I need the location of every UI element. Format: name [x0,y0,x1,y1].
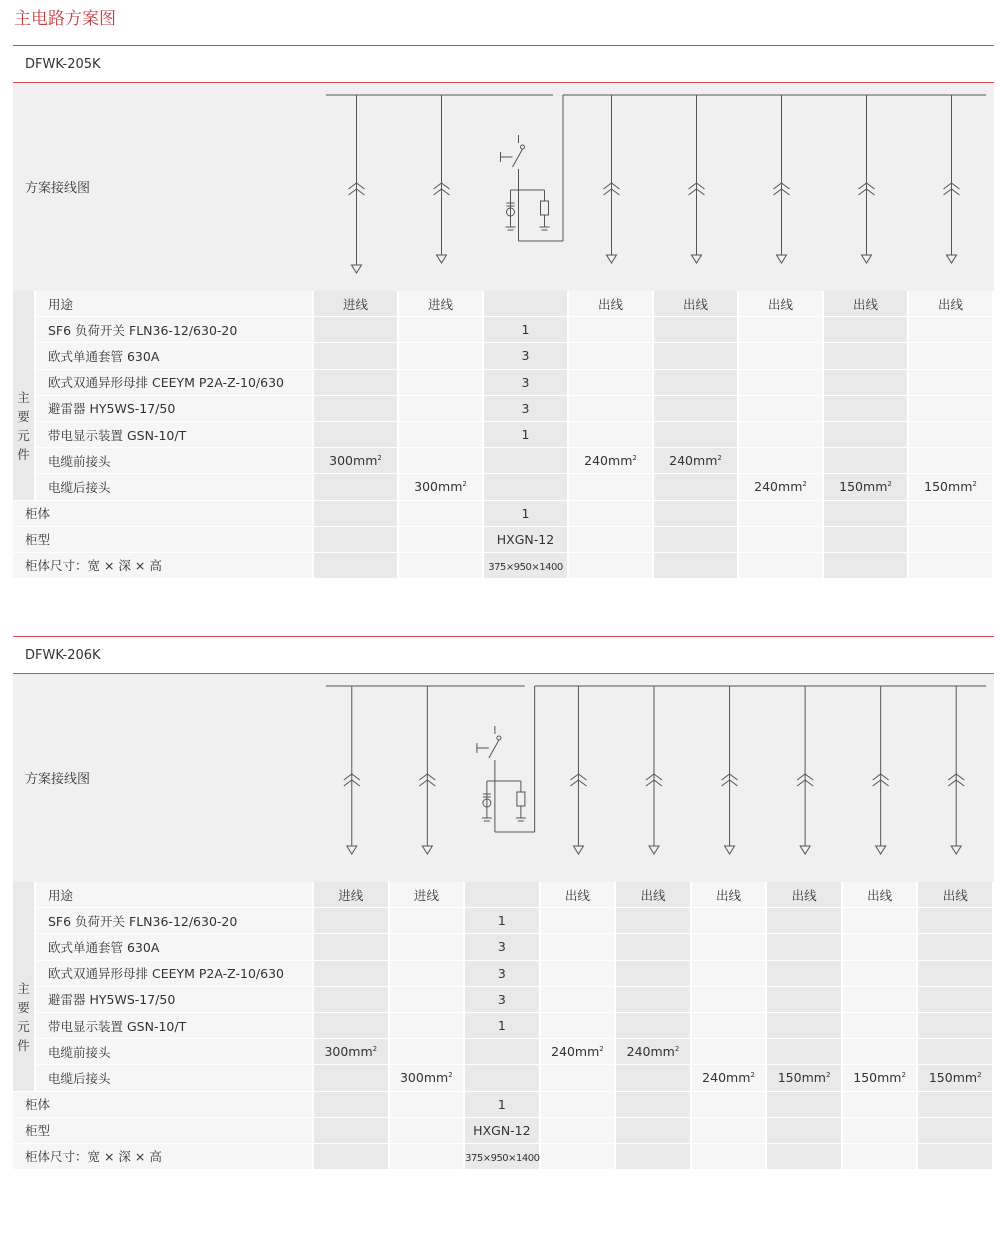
table-cell [909,448,994,474]
table-cell [314,987,390,1013]
table-cell [616,987,692,1013]
table-row [13,1092,994,1118]
table-cell [541,908,617,934]
table-cell [314,908,390,934]
component-table [13,882,994,1170]
row-label: 电缆后接头 [36,474,314,500]
table-cell [541,1144,617,1170]
table-cell [314,501,399,527]
table-cell [843,1092,919,1118]
row-label: 欧式双通异形母排 CEEYM P2A-Z-10/630 [36,370,314,396]
table-row [13,501,994,527]
wiring-diagram [314,674,994,882]
table-cell: $240mm^2$ [739,474,824,500]
table-cell: 出线 [569,291,654,317]
table-cell [909,422,994,448]
table-cell: $150mm^2$ [918,1065,994,1091]
wiring-diagram-row [13,83,994,291]
table-cell [918,987,994,1013]
table-cell [918,934,994,960]
table-cell: 3 [484,343,569,369]
table-cell [909,501,994,527]
switch-blade [489,740,499,758]
table-cell [390,1039,466,1065]
table-cell [484,474,569,500]
table-cell [909,527,994,553]
group-label [13,291,36,501]
table-row [13,527,994,553]
row-label: SF6 负荷开关 FLN36-12/630-20 [36,908,314,934]
table-cell [767,934,843,960]
table-cell [399,396,484,422]
row-label: 欧式单通套管 630A [36,343,314,369]
table-cell [824,370,909,396]
table-cell [616,1065,692,1091]
table-cell: $150mm^2$ [767,1065,843,1091]
group-char: 元 [17,1019,30,1035]
table-cell: 1 [465,1013,541,1039]
cable-end-icon [862,255,872,263]
table-cell: 3 [484,370,569,396]
table-cell [739,396,824,422]
model-header [13,45,994,83]
table-cell: 1 [465,908,541,934]
table-cell [390,1092,466,1118]
row-label: 用途 [36,882,314,908]
row-label: 柜型 [13,1118,314,1144]
table-cell: 1 [484,501,569,527]
table-cell: HXGN-12 [465,1118,541,1144]
cable-end-icon [692,255,702,263]
row-label: 柜型 [13,527,314,553]
table-row [13,961,994,987]
table-cell [843,1144,919,1170]
table-row [13,882,994,908]
row-label: 用途 [36,291,314,317]
table-cell [767,1118,843,1144]
table-cell [569,527,654,553]
table-cell [314,474,399,500]
table-cell [314,396,399,422]
table-cell [569,501,654,527]
table-cell [909,553,994,579]
cable-end-icon [347,846,357,854]
table-cell [390,934,466,960]
table-cell [909,317,994,343]
table-cell [824,317,909,343]
table-row [13,934,994,960]
table-cell [843,908,919,934]
table-cell [390,987,466,1013]
cable-end-icon [947,255,957,263]
table-cell [484,448,569,474]
table-cell [918,1092,994,1118]
table-cell [465,1065,541,1091]
group-char: 要 [17,409,30,425]
table-cell [918,1118,994,1144]
table-cell: $240mm^2$ [569,448,654,474]
table-cell [390,961,466,987]
model-name: DFWK-205K [25,57,101,72]
table-row [13,553,994,579]
table-cell: $150mm^2$ [824,474,909,500]
table-cell: 1 [484,422,569,448]
table-cell: 3 [465,934,541,960]
wiring-diagram-svg [314,83,994,291]
table-cell [314,370,399,396]
table-cell [616,934,692,960]
cable-end-icon [876,846,886,854]
diagram-label: 方案接线图 [25,772,91,787]
table-row [13,1144,994,1170]
table-cell [465,1039,541,1065]
table-cell [692,1118,768,1144]
table-cell: $300mm^2$ [314,448,399,474]
table-cell [824,448,909,474]
wiring-diagram [314,83,994,291]
table-cell [314,1013,390,1039]
component-table [13,291,994,579]
table-cell [314,343,399,369]
row-label: 柜体尺寸：宽 × 深 × 高 [13,553,314,579]
table-cell [739,370,824,396]
table-cell [654,527,739,553]
table-cell [399,448,484,474]
table-row [13,1013,994,1039]
table-cell: 出线 [824,291,909,317]
table-cell [399,553,484,579]
table-row [13,291,994,317]
row-label: 柜体尺寸：宽 × 深 × 高 [13,1144,314,1170]
table-row [13,370,994,396]
table-cell [824,422,909,448]
table-cell [739,553,824,579]
row-label: 避雷器 HY5WS-17/50 [36,396,314,422]
table-cell [692,961,768,987]
table-cell [569,553,654,579]
table-cell [314,1065,390,1091]
table-cell [692,1092,768,1118]
table-cell: 3 [465,961,541,987]
table-cell [541,934,617,960]
table-cell [399,317,484,343]
table-row [13,422,994,448]
table-cell [692,1039,768,1065]
table-cell [314,317,399,343]
table-cell [541,1065,617,1091]
cable-end-icon [573,846,583,854]
table-row [13,1065,994,1091]
table-cell [390,908,466,934]
table-cell [314,422,399,448]
model-header [13,636,994,674]
table-cell [843,934,919,960]
table-cell [314,1118,390,1144]
table-cell [616,961,692,987]
table-cell [692,908,768,934]
table-cell [767,987,843,1013]
table-cell [541,961,617,987]
table-cell [390,1144,466,1170]
table-cell: 出线 [541,882,617,908]
table-cell: 出线 [616,882,692,908]
group-char: 主 [17,981,30,997]
table-cell: 进线 [314,291,399,317]
table-cell [767,1092,843,1118]
table-cell [314,553,399,579]
row-label: SF6 负荷开关 FLN36-12/630-20 [36,317,314,343]
table-cell [654,317,739,343]
table-cell [739,343,824,369]
table-cell: 进线 [390,882,466,908]
table-cell [569,343,654,369]
table-cell: $300mm^2$ [390,1065,466,1091]
switch-contact-icon [497,736,501,740]
table-cell: $240mm^2$ [616,1039,692,1065]
surge-arrester-icon [541,201,549,215]
table-cell [909,343,994,369]
model-name: DFWK-206K [25,648,101,663]
table-cell [918,961,994,987]
table-cell [616,1118,692,1144]
table-cell [399,343,484,369]
table-cell [824,527,909,553]
table-cell [767,961,843,987]
table-cell [739,527,824,553]
table-cell: $300mm^2$ [314,1039,390,1065]
table-cell [399,370,484,396]
table-cell [399,501,484,527]
group-char: 件 [17,1038,30,1054]
table-row [13,1039,994,1065]
table-cell [824,343,909,369]
table-cell [541,1092,617,1118]
table-row [13,1118,994,1144]
table-cell: $150mm^2$ [909,474,994,500]
wiring-diagram-svg [314,674,994,882]
table-row [13,448,994,474]
table-cell [654,370,739,396]
table-cell: $150mm^2$ [843,1065,919,1091]
table-cell: $240mm^2$ [692,1065,768,1091]
table-cell [918,908,994,934]
table-cell: 出线 [918,882,994,908]
table-cell [314,961,390,987]
table-cell [616,1013,692,1039]
table-cell [616,908,692,934]
diagram-label: 方案接线图 [25,181,91,196]
cable-end-icon [951,846,961,854]
table-cell [314,934,390,960]
table-cell [654,343,739,369]
table-cell [654,422,739,448]
table-row [13,908,994,934]
group-char: 元 [17,428,30,444]
table-cell: 出线 [739,291,824,317]
row-label: 避雷器 HY5WS-17/50 [36,987,314,1013]
table-cell [692,1013,768,1039]
table-cell [767,1144,843,1170]
table-cell [739,448,824,474]
table-cell: $300mm^2$ [399,474,484,500]
table-cell: 3 [465,987,541,1013]
group-char: 件 [17,447,30,463]
table-cell [569,474,654,500]
cable-end-icon [437,255,447,263]
page-title: 主电路方案图 [14,9,116,29]
table-cell [654,501,739,527]
switch-blade [513,149,523,167]
table-cell: $240mm^2$ [541,1039,617,1065]
table-cell: 进线 [314,882,390,908]
table-cell [399,527,484,553]
cable-end-icon [422,846,432,854]
table-cell [314,1092,390,1118]
table-cell: HXGN-12 [484,527,569,553]
table-cell [824,553,909,579]
row-label: 带电显示装置 GSN-10/T [36,1013,314,1039]
table-cell [909,396,994,422]
table-row [13,343,994,369]
table-cell [654,474,739,500]
table-cell [654,396,739,422]
table-cell [918,1039,994,1065]
row-label: 电缆前接头 [36,1039,314,1065]
table-cell: 375×950×1400 [465,1144,541,1170]
table-cell [918,1144,994,1170]
group-label [13,882,36,1092]
scheme-block-dfwk-205k [13,45,994,579]
table-cell: 出线 [692,882,768,908]
table-cell [465,882,541,908]
table-cell: 进线 [399,291,484,317]
table-cell [390,1118,466,1144]
table-row [13,396,994,422]
table-cell: 3 [484,396,569,422]
table-cell [739,317,824,343]
table-cell [918,1013,994,1039]
table-cell [616,1092,692,1118]
table-cell: 1 [465,1092,541,1118]
table-cell [739,501,824,527]
table-cell [390,1013,466,1039]
table-row [13,317,994,343]
table-cell [569,422,654,448]
table-cell [824,396,909,422]
table-cell [569,370,654,396]
table-cell [484,291,569,317]
table-cell [654,553,739,579]
table-cell [569,317,654,343]
table-cell [843,987,919,1013]
table-cell [767,1039,843,1065]
table-cell: 出线 [909,291,994,317]
table-cell [541,1118,617,1144]
row-label: 带电显示装置 GSN-10/T [36,422,314,448]
table-cell: 出线 [767,882,843,908]
cable-end-icon [649,846,659,854]
table-cell [909,370,994,396]
scheme-block-dfwk-206k [13,636,994,1170]
table-cell: 出线 [654,291,739,317]
cable-end-icon [352,265,362,273]
table-cell [767,908,843,934]
table-cell: 1 [484,317,569,343]
row-label: 欧式单通套管 630A [36,934,314,960]
table-row [13,474,994,500]
table-cell [739,422,824,448]
cable-end-icon [777,255,787,263]
cable-end-icon [607,255,617,263]
table-cell [843,1118,919,1144]
table-row [13,987,994,1013]
row-label: 柜体 [13,1092,314,1118]
table-cell [314,1144,390,1170]
cable-end-icon [725,846,735,854]
row-label: 电缆后接头 [36,1065,314,1091]
row-label: 柜体 [13,501,314,527]
table-cell [824,501,909,527]
group-char: 主 [17,390,30,406]
table-cell: 出线 [843,882,919,908]
table-cell [767,1013,843,1039]
switch-contact-icon [521,145,525,149]
table-cell [692,1144,768,1170]
table-cell: $240mm^2$ [654,448,739,474]
row-label: 欧式双通异形母排 CEEYM P2A-Z-10/630 [36,961,314,987]
table-cell [843,1013,919,1039]
table-cell: 375×950×1400 [484,553,569,579]
table-cell [692,934,768,960]
table-cell [843,1039,919,1065]
table-cell [399,422,484,448]
table-cell [541,1013,617,1039]
surge-arrester-icon [517,792,525,806]
wiring-diagram-row [13,674,994,882]
cable-end-icon [800,846,810,854]
table-cell [843,961,919,987]
table-cell [314,527,399,553]
row-label: 电缆前接头 [36,448,314,474]
table-cell [692,987,768,1013]
table-cell [541,987,617,1013]
table-cell [616,1144,692,1170]
group-char: 要 [17,1000,30,1016]
table-cell [569,396,654,422]
